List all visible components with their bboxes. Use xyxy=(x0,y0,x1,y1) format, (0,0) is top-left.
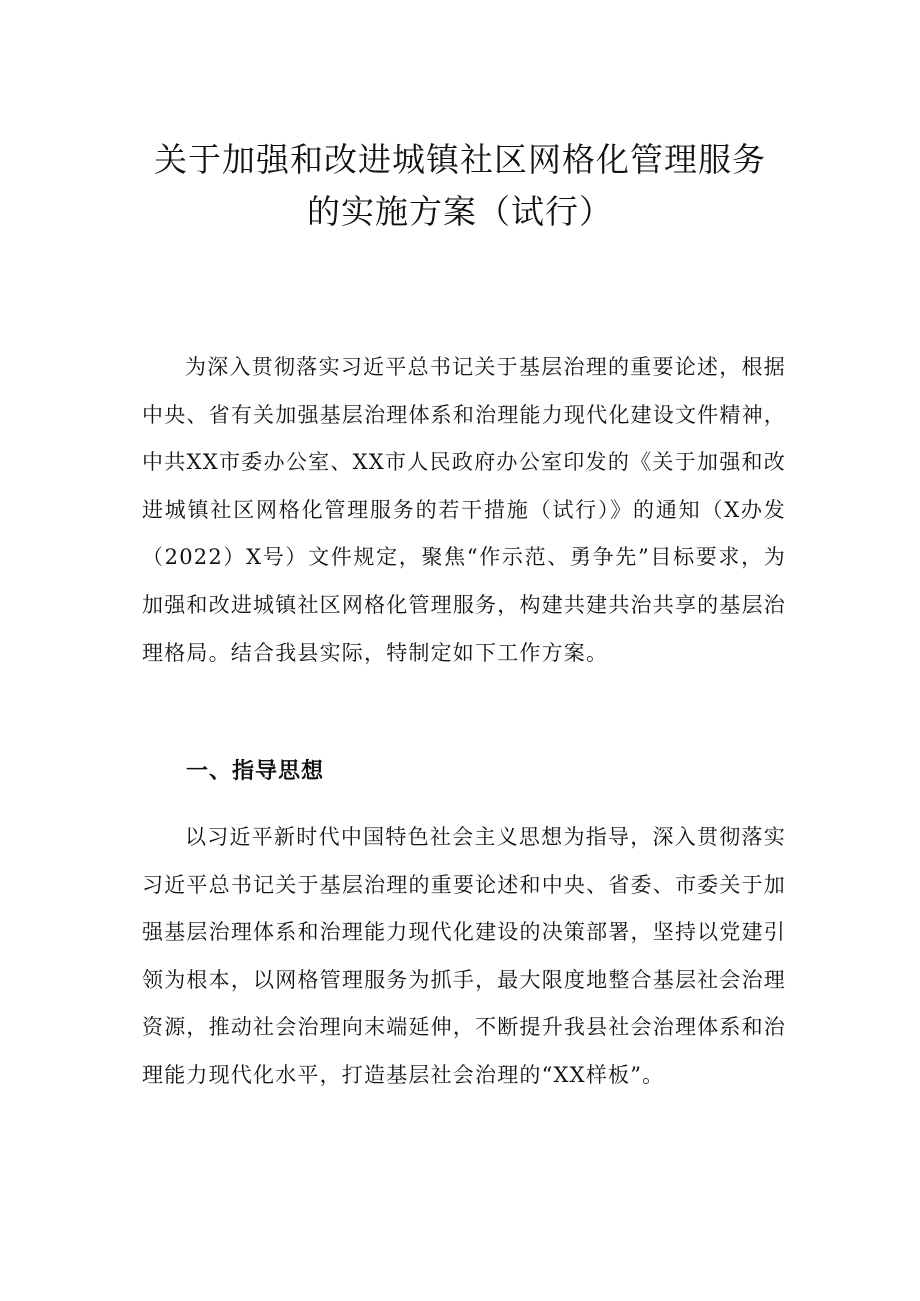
document-title-line-2: 的实施方案（试行） xyxy=(307,192,613,231)
document-title-line-1: 关于加强和改进城镇社区网格化管理服务 xyxy=(154,140,766,179)
intro-paragraph: 为深入贯彻落实习近平总书记关于基层治理的重要论述，根据中央、省有关加强基层治理体系和治理能力现代化建设文件精神，中共XX市委办公室、XX市人民政府办公室印发的《关于加强和改进城镇社区网格化管理服务的若干措施（试行）》的通知（X办发（2022）X号）文件规定，聚焦“作示范、勇争先”目标要求，为加强和改进城镇社区网格化管理服务，构建共建共治共享的基层治理格局。结合我县实际，特制定如下工作方案。 xyxy=(142,355,786,665)
section-heading-guiding-ideology: 一、指导思想 xyxy=(186,759,325,784)
section-paragraph-guiding-ideology: 以习近平新时代中国特色社会主义思想为指导，深入贯彻落实习近平总书记关于基层治理的重要论述和中央、省委、市委关于加强基层治理体系和治理能力现代化建设的决策部署，坚持以党建引领为根本，以网格管理服务为抓手，最大限度地整合基层社会治理资源，推动社会治理向末端延伸，不断提升我县社会治理体系和治理能力现代化水平，打造基层社会治理的“XX样板”。 xyxy=(142,825,786,1087)
